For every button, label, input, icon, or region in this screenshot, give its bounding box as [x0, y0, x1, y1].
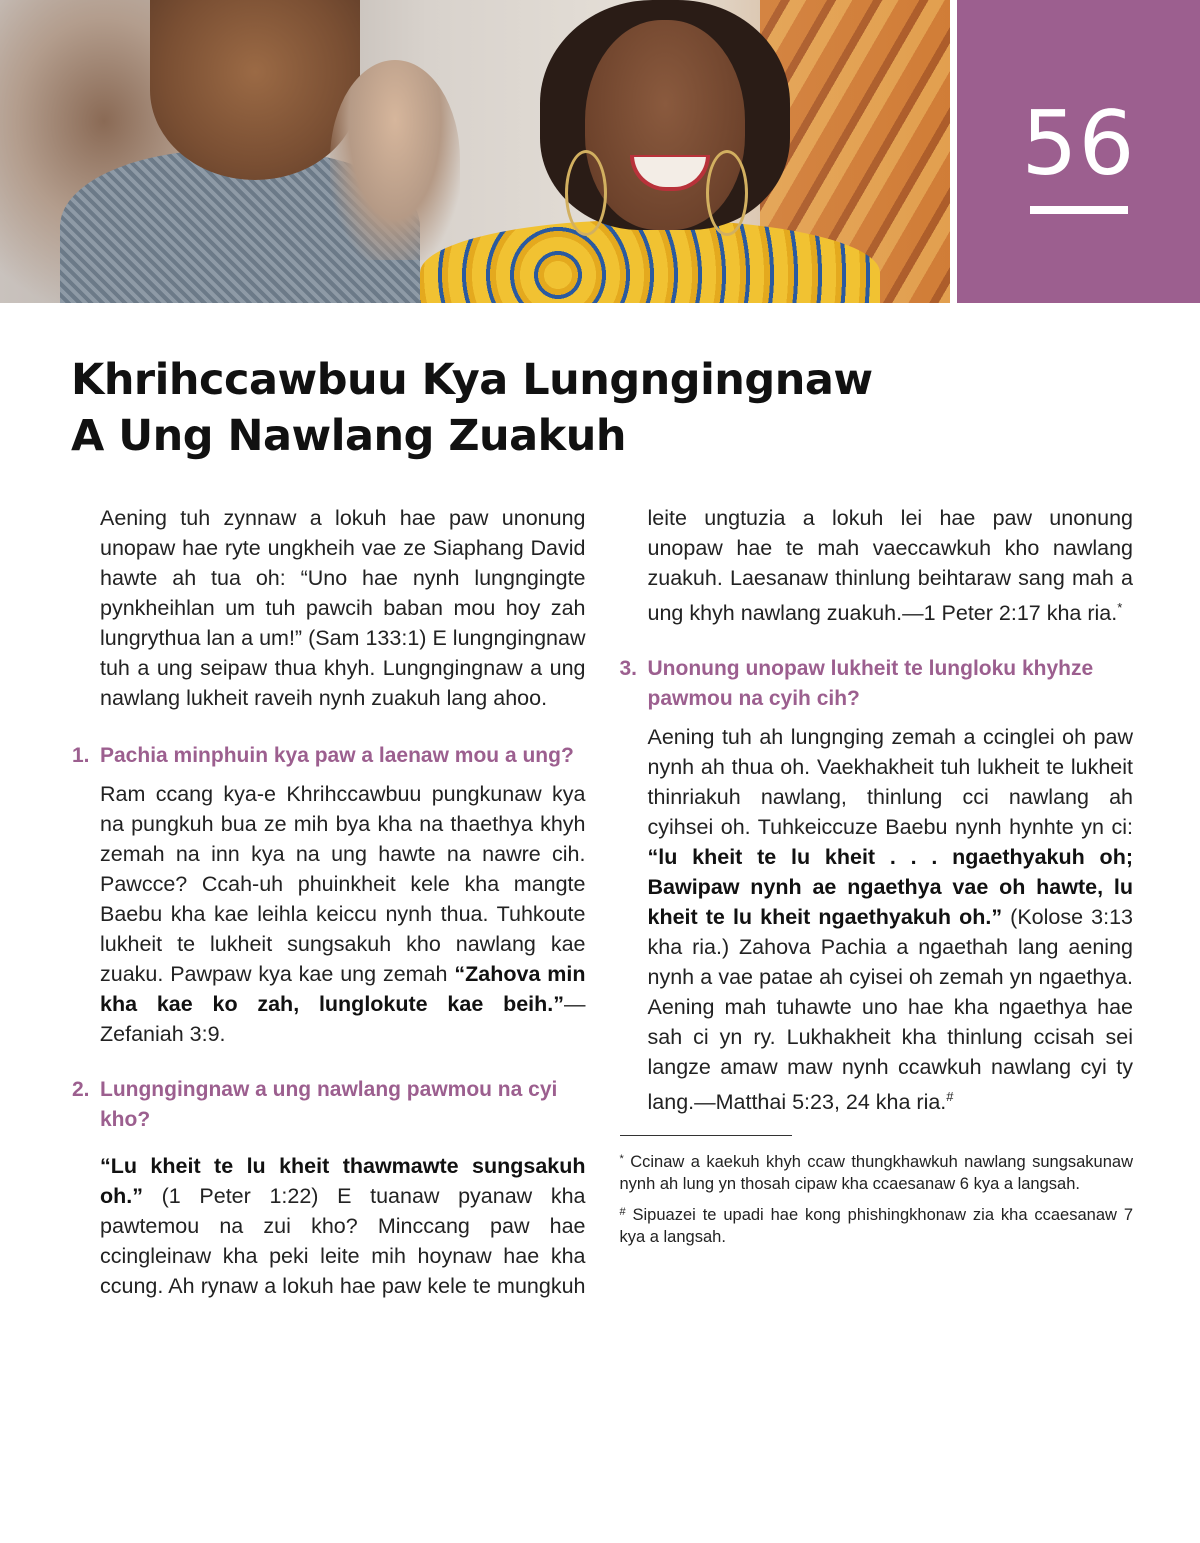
intro-paragraph: Aening tuh zynnaw a lokuh hae paw unonung unopaw hae ryte ungkheih vae ze Siaphang David hawte ah tua oh: “Uno hae nynh lungngingte pynkheihlan um tuh pawcih baban mou hoy zah lungrythua lan a um!” (Sam 133:1) E lungngingnaw tuh a ung seipaw thua khyh. Lungngingnaw a ung nawlang lukheit raveih nynh zuakuh lang ahoo. [100, 506, 586, 710]
section-2-number: 2. [72, 1078, 90, 1101]
page-title [71, 352, 1071, 464]
photo-earring-right [706, 150, 748, 236]
section-1-question [72, 741, 586, 771]
section-2-question-text: Lungngingnaw a ung nawlang pawmou na cyi kho? [100, 1078, 558, 1131]
footnote [620, 1148, 1134, 1195]
title-line-2: A Ung Nawlang Zuakuh [71, 411, 627, 461]
footnote-mark: * [619, 1153, 624, 1166]
section-1-quote: “Zahova min kha kae ko zah, lunglokute kae beih.” [100, 962, 586, 1016]
section-1-paragraph [72, 779, 586, 1049]
article-body [72, 503, 1133, 1303]
section-1-text-a: Ram ccang kya-e Khrihccawbuu pungkunaw kya na pungkuh bua ze mih bya kha na thaethya khyh zemah na inn kya na ung hawte na nawre cih. Pawcce? Ccah-uh phuinkheit kele kha mangte Baebu kha kae leihla keiccu nynh thua. Tuhkoute lukheit te lukheit sungsakuh kho nawlang kae zuaku. Pawpaw kya kae ung zemah [100, 782, 586, 986]
lesson-number: 56 [1021, 92, 1136, 195]
photo-background-person [330, 60, 460, 260]
section-2-question [72, 1075, 586, 1135]
section-2-text-a: (1 Peter 1:22) E tuanaw pyanaw kha pawtemou na zui kho? Minccang paw hae ccingleinaw kha peki leite mih hoynaw hae kha ccung. Ah rynaw a lokuh hae paw kele te mungkuh leite ungtuzia a lokuh lei hae paw unonung unopaw hae te mah vaeccawkuh kho nawlang zuakuh. Laesanaw thinlung beihtaraw sang mah a ung khyh nawlang zuakuh.—1 Peter 2:17 kha ria. [100, 506, 1133, 1298]
section-3-text-b: (Kolose 3:13 kha ria.) Zahova Pachia a ngaethah lang aening nynh a vae patae ah cyisei oh zemah yn ngaethya. Aening mah tuhawte uno hae kha ngaethya hae sah ci yn ry. Lukhakheit kha thinlung ccisah sei langze amaw maw nynh ccawkuh nawlang cyi ty lang.—Matthai 5:23, 24 kha ria. [647, 905, 1133, 1115]
section-3-quote: “lu kheit te lu kheit . . . ngaethyakuh oh; Bawipaw nynh ae ngaethya vae oh hawte, lu kheit te lu kheit ngaethyakuh oh.” [647, 845, 1133, 930]
header-photo [0, 0, 950, 303]
section-2-footnote-mark: * [1117, 600, 1123, 615]
footnote-mark: # [619, 1206, 626, 1219]
footnote [620, 1201, 1134, 1248]
section-3-question [620, 654, 1134, 714]
section-1-question-text: Pachia minphuin kya paw a laenaw mou a ung? [100, 744, 574, 767]
section-1-text-b: —Zefaniah 3:9. [100, 992, 586, 1046]
footnote-text: Ccinaw a kaekuh khyh ccaw thungkhawkuh nawlang sungsakunaw nynh ah lung yn thosah cipaw kha ccaesanaw 6 kya a langsah. [619, 1153, 1133, 1194]
photo-earring-left [565, 150, 607, 236]
footnote-text: Sipuazei te upadi hae kong phishingkhonaw zia kha ccaesanaw 7 kya a langsah. [619, 1206, 1133, 1247]
section-3-number: 3. [619, 657, 638, 681]
footnote-divider [620, 1135, 792, 1136]
section-3-paragraph [620, 722, 1134, 1117]
title-line-1: Khrihccawbuu Kya Lungngingnaw [71, 355, 873, 405]
photo-person-back-hair [150, 0, 360, 180]
lesson-number-underline [1030, 206, 1128, 214]
section-1-number: 1. [72, 744, 90, 767]
section-3-text-a: Aening tuh ah lungnging zemah a ccinglei oh paw nynh ah thua oh. Vaekhakheit tuh lukheit te lukheit thinriakuh nawlang, thinlung cci nawlang ah cyihsei oh. Tuhkeiccuze Baebu nynh hynhte yn ci: [647, 725, 1133, 840]
section-3-footnote-mark: # [946, 1089, 954, 1105]
section-3-question-text: Unonung unopaw lukheit te lungloku khyhze pawmou na cyih cih? [647, 657, 1094, 711]
section-2-quote: “Lu kheit te lu kheit thawmawte sungsakuh oh.” [100, 1154, 586, 1208]
lesson-number-badge [957, 0, 1200, 303]
